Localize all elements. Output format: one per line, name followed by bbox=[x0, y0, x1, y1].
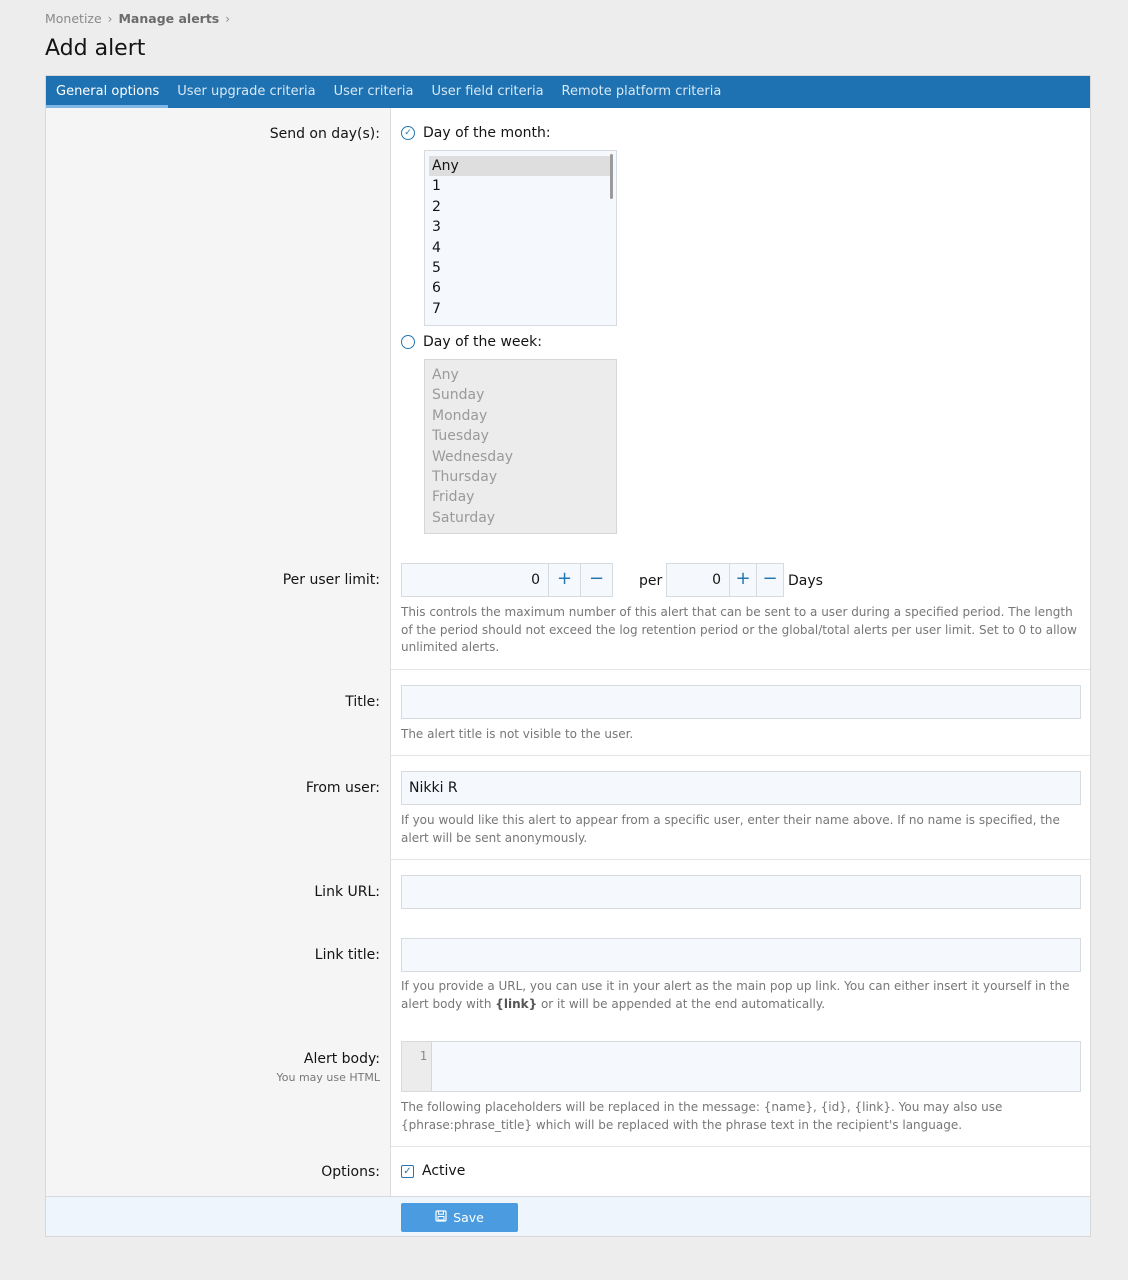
list-item[interactable]: 1 bbox=[432, 178, 441, 195]
list-item[interactable]: 4 bbox=[432, 239, 441, 256]
title-label: Title: bbox=[345, 694, 380, 710]
divider bbox=[391, 755, 1090, 756]
list-item[interactable]: 7 bbox=[432, 300, 441, 317]
per-user-count-stepper bbox=[401, 563, 613, 597]
save-button[interactable] bbox=[401, 1203, 518, 1232]
day-of-month-listbox[interactable] bbox=[424, 150, 617, 326]
link-title-hint-text: If you provide a URL, you can use it in your alert as the main pop up link. You can either insert it yourself in the alert body with bbox=[401, 979, 1070, 1011]
chevron-right-icon: › bbox=[225, 11, 231, 26]
link-title-hint bbox=[401, 978, 1081, 1013]
list-item: Friday bbox=[432, 489, 475, 506]
link-title-input[interactable] bbox=[401, 938, 1081, 972]
divider bbox=[391, 669, 1090, 670]
alert-body-label-text: Alert body: bbox=[303, 1051, 380, 1067]
check-radio-icon: ✓ bbox=[401, 126, 415, 140]
list-item: Tuesday bbox=[432, 428, 489, 445]
list-item[interactable]: 6 bbox=[432, 280, 441, 297]
list-item[interactable]: 5 bbox=[432, 259, 441, 276]
from-user-input[interactable]: Nikki R bbox=[401, 771, 1081, 805]
list-item: Sunday bbox=[432, 387, 485, 404]
form-footer bbox=[46, 1196, 1090, 1236]
divider bbox=[391, 1146, 1090, 1147]
list-item[interactable]: 3 bbox=[432, 219, 441, 236]
days-unit-text: Days bbox=[788, 573, 823, 589]
active-checkbox[interactable] bbox=[401, 1163, 465, 1179]
per-user-count-input[interactable]: 0 bbox=[531, 572, 540, 588]
plus-icon[interactable]: + bbox=[729, 564, 756, 596]
breadcrumb-item-monetize[interactable]: Monetize bbox=[45, 11, 102, 26]
tab-general-options[interactable]: General options bbox=[46, 76, 168, 108]
page-title: Add alert bbox=[45, 36, 146, 61]
breadcrumb bbox=[45, 11, 236, 26]
save-button-label: Save bbox=[453, 1210, 484, 1225]
link-placeholder-code: {link} bbox=[495, 996, 538, 1011]
alert-body-editor[interactable] bbox=[401, 1041, 1081, 1092]
from-user-label: From user: bbox=[305, 780, 380, 796]
list-item: Thursday bbox=[432, 468, 498, 485]
per-user-limit-label: Per user limit: bbox=[282, 572, 380, 588]
list-item: Monday bbox=[432, 407, 488, 424]
day-of-month-radio[interactable] bbox=[401, 125, 551, 141]
list-item: Wednesday bbox=[432, 448, 514, 465]
minus-icon[interactable]: − bbox=[756, 564, 783, 596]
alert-body-hint: The following placeholders will be replaced in the message: {name}, {id}, {link}. You may also use {phrase:phrase_title} which will be replaced with the phrase text in the recipient's language. bbox=[401, 1100, 1003, 1132]
link-url-input[interactable] bbox=[401, 875, 1081, 909]
period-input[interactable]: 0 bbox=[712, 572, 721, 588]
divider bbox=[391, 859, 1090, 860]
options-label: Options: bbox=[321, 1164, 380, 1180]
per-text: per bbox=[639, 573, 663, 589]
listbox-scrollbar[interactable] bbox=[610, 154, 613, 199]
list-item: Any bbox=[432, 367, 459, 383]
day-of-week-label: Day of the week: bbox=[423, 334, 542, 350]
tab-bar bbox=[46, 76, 1090, 108]
tab-user-field-criteria[interactable]: User field criteria bbox=[431, 84, 544, 99]
title-hint: The alert title is not visible to the user. bbox=[401, 727, 634, 741]
form-body bbox=[46, 108, 1090, 1196]
label-column bbox=[46, 108, 391, 1196]
period-stepper bbox=[666, 563, 784, 597]
plus-icon[interactable]: + bbox=[548, 564, 580, 596]
list-item: Saturday bbox=[432, 509, 496, 526]
link-url-label: Link URL: bbox=[314, 884, 380, 900]
alert-body-sublabel: You may use HTML bbox=[276, 1071, 380, 1084]
checkbox-icon: ✓ bbox=[401, 1165, 414, 1178]
day-of-month-label: Day of the month: bbox=[423, 125, 551, 141]
from-user-hint: If you would like this alert to appear from a specific user, enter their name above. If no name is specified, the alert will be sent anonymously. bbox=[401, 813, 1060, 845]
day-of-week-radio[interactable] bbox=[401, 334, 542, 350]
tab-user-upgrade-criteria[interactable]: User upgrade criteria bbox=[177, 84, 316, 99]
chevron-right-icon: › bbox=[107, 11, 113, 26]
title-input[interactable] bbox=[401, 685, 1081, 719]
tab-remote-platform-criteria[interactable]: Remote platform criteria bbox=[561, 84, 722, 99]
send-days-label: Send on day(s): bbox=[269, 126, 380, 142]
tab-user-criteria[interactable]: User criteria bbox=[333, 84, 414, 99]
list-item[interactable]: Any bbox=[429, 156, 611, 176]
list-item[interactable]: 2 bbox=[432, 198, 441, 215]
line-number: 1 bbox=[402, 1042, 432, 1091]
breadcrumb-item-manage-alerts[interactable]: Manage alerts bbox=[118, 11, 220, 26]
link-title-label: Link title: bbox=[314, 947, 380, 963]
save-disk-icon bbox=[435, 1210, 447, 1225]
per-user-limit-hint: This controls the maximum number of this alert that can be sent to a user during a specified period. The length of the period should not exceed the log retention period or the global/total alerts per user limit. Set to 0 to allow unlimited alerts. bbox=[401, 605, 1077, 654]
minus-icon[interactable]: − bbox=[580, 564, 612, 596]
form-panel bbox=[45, 75, 1091, 1237]
day-of-week-listbox bbox=[424, 359, 617, 534]
link-title-hint-text-end: or it will be appended at the end automatically. bbox=[537, 996, 826, 1011]
radio-empty-icon bbox=[401, 335, 415, 349]
alert-body-label bbox=[277, 1051, 381, 1084]
active-checkbox-label: Active bbox=[422, 1163, 466, 1179]
